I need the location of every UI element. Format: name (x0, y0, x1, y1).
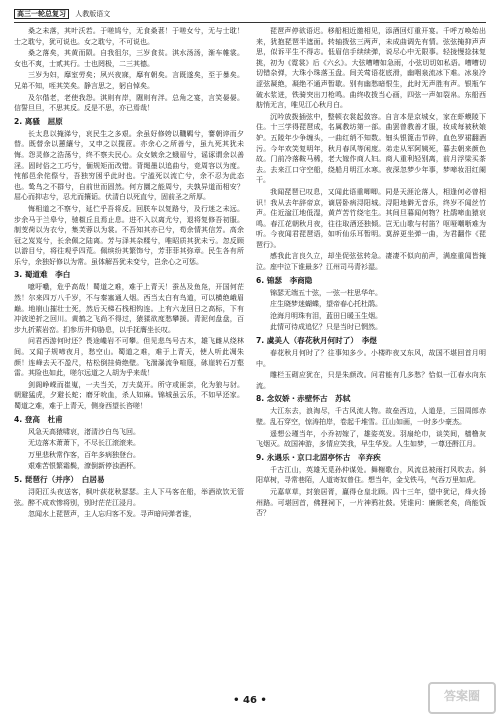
text-paragraph: 悔相道之不察兮，延伫乎吾将反。回朕车以复路兮，及行迷之未远。步余马于兰皋兮，驰椒丘且焉止息。进不入以离尤兮，退将复修吾初服。制芰荷以为衣兮，集芙蓉以为裳。不吾知其亦已兮，苟余情其信芳。高余冠之岌岌兮，长余佩之陆离。芳与泽其杂糅兮，唯昭质其犹未亏。忽反顾以游目兮，将往观乎四荒。佩缤纷其繁饰兮，芳菲菲其弥章。民生各有所乐兮，余独好修以为常。虽体解吾犹未变兮，岂余心之可惩。 (14, 204, 244, 266)
text-paragraph: 艰难苦恨繁霜鬓，潦倒新停浊酒杯。 (28, 462, 140, 471)
text-paragraph: 噫吁嚱，危乎高哉！蜀道之难，难于上青天！蚕丛及鱼凫，开国何茫然！尔来四万八千岁，不与秦塞通人烟。西当太白有鸟道，可以横绝峨眉巅。地崩山摧壮士死，然后天梯石栈相钩连。上有六龙回日之高标，下有冲波逆折之回川。黄鹤之飞尚不得过，猿猱欲度愁攀援。青泥何盘盘，百步九折萦岩峦。扪参历井仰胁息，以手抚膺坐长叹。 (14, 283, 244, 334)
section-title: 8. 念奴娇・赤壁怀古 苏轼 (256, 394, 351, 404)
section-title: 6. 锦瑟 李商隐 (256, 275, 313, 285)
header-brand: 高三一轮总复习 (14, 9, 69, 19)
text-paragraph: 沉吟放拨插弦中，整顿衣裳起敛容。自言本是京城女，家在虾蟆陵下住。十三学得琵琶成，名属教坊第一部。曲罢曾教善才服，妆成每被秋娘妒。五陵年少争缠头，一曲红绡不知数。钿头银篦击节碎，血色罗裙翻酒污。今年欢笑复明年，秋月春风等闲度。弟走从军阿姨死，暮去朝来颜色故。门前冷落鞍马稀，老大嫁作商人妇。商人重利轻别离，前月浮梁买茶去。去来江口守空船，绕船月明江水寒。夜深忽梦少年事，梦啼妆泪红阑干。 (256, 112, 486, 185)
text-paragraph: 此情可待成追忆？只是当时已惘然。 (270, 323, 382, 332)
text-paragraph: 锦瑟无端五十弦，一弦一柱思华年。 (270, 288, 382, 297)
section-title: 9. 永遇乐・京口北固亭怀古 辛弃疾 (256, 452, 381, 462)
text-paragraph: 风急天高猿啸哀，渚清沙白鸟飞回。 (28, 427, 140, 436)
text-paragraph: 琵琶声停欲语迟。移船相近邀相见，添酒回灯重开宴。千呼万唤始出来，犹抱琵琶半遮面。转轴拨弦三两声，未成曲调先有情。弦弦掩抑声声思，似诉平生不得志。低眉信手续续弹，说尽心中无限事。轻拢慢捻抹复挑，初为《霓裳》后《六幺》。大弦嘈嘈如急雨，小弦切切如私语。嘈嘈切切错杂弹，大珠小珠落玉盘。间关莺语花底滑，幽咽泉流冰下难。冰泉冷涩弦凝绝，凝绝不通声暂歇。别有幽愁暗恨生，此时无声胜有声。银瓶乍破水浆迸，铁骑突出刀枪鸣。曲终收拨当心画，四弦一声如裂帛。东船西舫悄无言，唯见江心秋月白。 (256, 27, 486, 110)
text-paragraph: 剑阁峥嵘而崔嵬，一夫当关，万夫莫开。所守或匪亲，化为狼与豺。朝避猛虎，夕避长蛇；磨牙吮血，杀人如麻。锦城虽云乐，不如早还家。蜀道之难，难于上青天，侧身西望长咨嗟！ (14, 380, 244, 410)
text-paragraph: 大江东去，浪淘尽，千古风流人物。故垒西边，人道是，三国周郎赤壁。乱石穿空，惊涛拍岸，卷起千堆雪。江山如画，一时多少豪杰。 (256, 407, 486, 426)
text-paragraph: 春花秋月何时了？往事知多少。小楼昨夜又东风，故国不堪回首月明中。 (256, 349, 486, 368)
text-paragraph: 遥想公瑾当年，小乔初嫁了，雄姿英发。羽扇纶巾，谈笑间，樯橹灰飞烟灭。故国神游，多情应笑我，早生华发。人生如梦，一尊还酹江月。 (256, 429, 486, 449)
left-column (14, 26, 244, 521)
text-paragraph: 雕栏玉砌应犹在，只是朱颜改。问君能有几多愁？恰似一江春水向东流。 (256, 371, 486, 390)
page-header (14, 8, 486, 23)
text-paragraph: 桑之未落，其叶沃若。于嗟鸠兮，无食桑葚！于嗟女兮，无与士耽！士之耽兮，犹可说也。女之耽兮，不可说也。 (14, 27, 244, 46)
section-title: 2. 离骚 屈原 (14, 116, 63, 126)
text-paragraph: 及尔偕老，老使我怨。淇则有岸，隰则有泮。总角之宴，言笑晏晏。信誓旦旦，不思其反。反是不思，亦已焉哉！ (14, 93, 244, 113)
watermark-logo: 答案圈 (428, 682, 496, 714)
text-paragraph: 我闻琵琶已叹息，又闻此语重唧唧。同是天涯沦落人，相逢何必曾相识！我从去年辞帝京，谪居卧病浔阳城。浔阳地僻无音乐，终岁不闻丝竹声。住近湓江地低湿，黄芦苦竹绕宅生。其间旦暮闻何物？杜鹃啼血猿哀鸣。春江花朝秋月夜，往往取酒还独倾。岂无山歌与村笛？呕哑嘲哳难为听。今夜闻君琵琶语，如听仙乐耳暂明。莫辞更坐弹一曲，为君翻作《琵琶行》。 (256, 187, 486, 249)
right-column (256, 26, 486, 520)
text-paragraph: 无边落木萧萧下，不尽长江滚滚来。 (28, 439, 140, 448)
page-number: • 46 • (233, 695, 267, 706)
text-paragraph: 沧海月明珠有泪，蓝田日暖玉生烟。 (270, 311, 382, 320)
section-title: 7. 虞美人（春花秋月何时了） 李煜 (256, 336, 377, 346)
text-paragraph: 万里悲秋常作客，百年多病独登台。 (28, 450, 140, 459)
header-subject: 人教版语文 (75, 10, 111, 18)
text-paragraph: 长太息以掩涕兮，哀民生之多艰。余虽好修姱以鞿羁兮，謇朝谇而夕替。既替余以蕙纕兮，又申之以揽茝。亦余心之所善兮，虽九死其犹未悔。怨灵修之浩荡兮，终不察夫民心。众女嫉余之蛾眉兮，谣诼谓余以善淫。固时俗之工巧兮，偭规矩而改错。背绳墨以追曲兮，竞周容以为度。忳郁邑余侘傺兮，吾独穷困乎此时也。宁溘死以流亡兮，余不忍为此态也。鸷鸟之不群兮，自前世而固然。何方圜之能周兮，夫孰异道而相安？屈心而抑志兮，忍尤而攘诟。伏清白以死直兮，固前圣之所厚。 (14, 129, 244, 202)
text-paragraph: 感我此言良久立，却坐促弦弦转急。凄凄不似向前声，满座重闻皆掩泣。座中泣下谁最多？江州司马青衫湿。 (256, 252, 486, 272)
text-paragraph: 桑之落矣，其黄而陨。自我徂尔，三岁食贫。淇水汤汤，渐车帷裳。女也不爽，士贰其行。士也罔极，二三其德。 (14, 49, 244, 68)
text-paragraph: 庄生晓梦迷蝴蝶，望帝春心托杜鹃。 (270, 300, 382, 309)
text-paragraph: 问君西游何时还？畏途巉岩不可攀。但见悲鸟号古木，雄飞雌从绕林间。又闻子规啼夜月，愁空山。蜀道之难，难于上青天，使人听此凋朱颜！连峰去天不盈尺，枯松倒挂倚绝壁。飞湍瀑流争喧豗，砯崖转石万壑雷。其险也如此，嗟尔远道之人胡为乎来哉！ (14, 337, 244, 378)
text-paragraph: 忽闻水上琵琶声，主人忘归客不发。寻声暗问弹者谁， (28, 510, 196, 519)
text-paragraph: 浔阳江头夜送客，枫叶荻花秋瑟瑟。主人下马客在船，举酒欲饮无管弦。醉不成欢惨将别，别时茫茫江浸月。 (14, 487, 244, 507)
text-paragraph: 千古江山，英雄无觅孙仲谋处。舞榭歌台，风流总被雨打风吹去。斜阳草树，寻常巷陌，人道寄奴曾住。想当年，金戈铁马，气吞万里如虎。 (256, 465, 486, 485)
section-title: 4. 登高 杜甫 (14, 414, 63, 424)
text-paragraph: 三岁为妇，靡室劳矣；夙兴夜寐，靡有朝矣。言既遂矣，至于暴矣。兄弟不知，咥其笑矣。静言思之，躬自悼矣。 (14, 71, 244, 90)
text-paragraph: 元嘉草草，封狼居胥，赢得仓皇北顾。四十三年，望中犹记，烽火扬州路。可堪回首，佛狸祠下，一片神鸦社鼓。凭谁问：廉颇老矣，尚能饭否？ (256, 487, 486, 518)
section-title: 3. 蜀道难 李白 (14, 270, 71, 280)
section-title: 5. 琵琶行（并序） 白居易 (14, 474, 105, 484)
